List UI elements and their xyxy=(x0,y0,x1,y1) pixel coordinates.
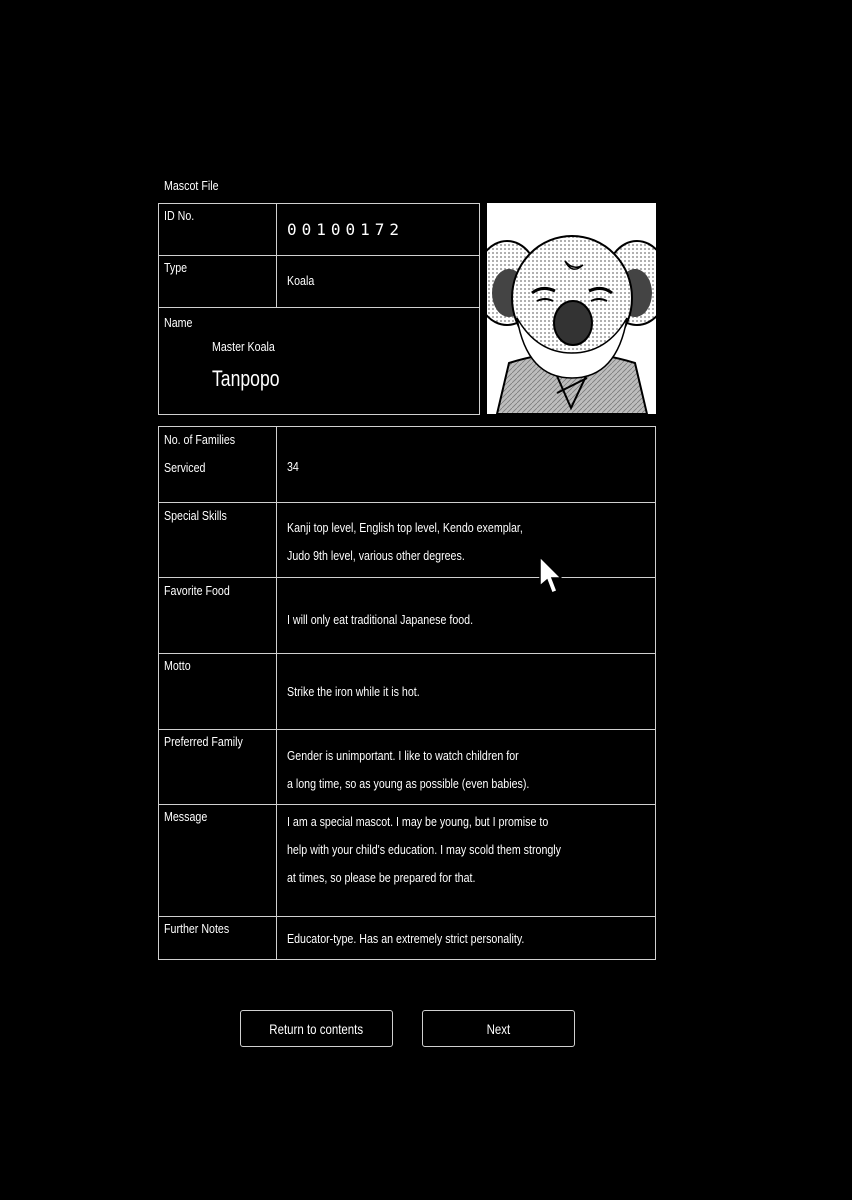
details-divider-1 xyxy=(158,502,656,503)
id-label: ID No. xyxy=(164,208,195,223)
details-divider-2 xyxy=(158,577,656,578)
profile-divider-1 xyxy=(158,255,480,256)
type-value: Koala xyxy=(287,273,315,288)
skills-label: Special Skills xyxy=(164,508,227,523)
further-notes-label: Further Notes xyxy=(164,921,230,936)
motto-value: Strike the iron while it is hot. xyxy=(287,684,420,699)
return-to-contents-label: Return to contents xyxy=(269,1020,364,1037)
families-value: 34 xyxy=(287,459,299,474)
further-notes-value: Educator-type. Has an extremely strict personality. xyxy=(287,931,525,946)
type-label: Type xyxy=(164,260,188,275)
details-divider-6 xyxy=(158,916,656,917)
koala-illustration xyxy=(487,203,656,414)
profile-divider-2 xyxy=(158,307,480,308)
preferred-family-label: Preferred Family xyxy=(164,734,243,749)
id-value: 00100172 xyxy=(287,220,405,239)
message-value-line1: I am a special mascot. I may be young, but I promise to xyxy=(287,814,549,829)
families-label-line2: Serviced xyxy=(164,460,206,475)
families-label-line1: No. of Families xyxy=(164,432,236,447)
message-value-line3: at times, so please be prepared for that. xyxy=(287,870,476,885)
details-divider-5 xyxy=(158,804,656,805)
details-divider-3 xyxy=(158,653,656,654)
return-to-contents-button[interactable] xyxy=(240,1010,393,1047)
food-label: Favorite Food xyxy=(164,583,230,598)
name-title: Master Koala xyxy=(212,339,275,354)
message-value-line2: help with your child's education. I may scold them strongly xyxy=(287,842,561,857)
motto-label: Motto xyxy=(164,658,191,673)
details-divider-4 xyxy=(158,729,656,730)
koala-portrait xyxy=(487,203,656,414)
next-button[interactable] xyxy=(422,1010,575,1047)
page-title: Mascot File xyxy=(164,178,219,193)
mouse-pointer-icon xyxy=(539,556,565,598)
name-label: Name xyxy=(164,315,193,330)
preferred-family-value-line2: a long time, so as young as possible (even babies). xyxy=(287,776,530,791)
skills-value-line1: Kanji top level, English top level, Kendo exemplar, xyxy=(287,520,523,535)
details-divider-vertical xyxy=(276,426,277,960)
next-label: Next xyxy=(486,1020,511,1037)
food-value: I will only eat traditional Japanese food. xyxy=(287,612,474,627)
skills-value-line2: Judo 9th level, various other degrees. xyxy=(287,548,465,563)
preferred-family-value-line1: Gender is unimportant. I like to watch children for xyxy=(287,748,519,763)
message-label: Message xyxy=(164,809,208,824)
name-value: Tanpopo xyxy=(212,366,280,391)
